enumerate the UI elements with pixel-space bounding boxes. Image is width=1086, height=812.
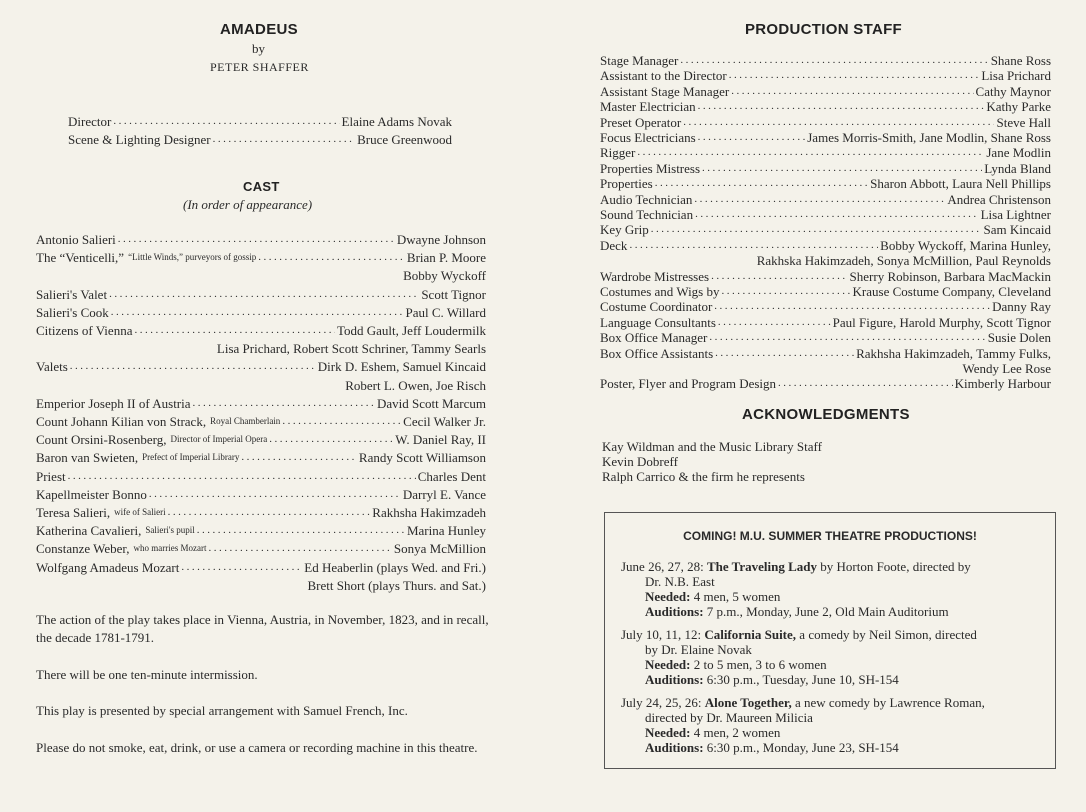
- person-name-continued: Wendy Lee Rose: [962, 361, 1051, 376]
- person-name: Brian P. Moore: [406, 250, 486, 266]
- person-name-continued: Lisa Prichard, Robert Scott Schriner, Tammy Searls: [216, 341, 486, 357]
- role-label: Assistant Stage Manager: [600, 83, 730, 99]
- leader-dots: [168, 505, 371, 520]
- role-label: Audio Technician: [600, 191, 693, 207]
- cast-entry: [36, 432, 486, 447]
- role-label: Deck: [600, 237, 628, 253]
- person-name: Cathy Maynor: [975, 83, 1051, 99]
- staff-entry: [600, 330, 1051, 345]
- role-label: Emperior Joseph II of Austria: [36, 395, 191, 411]
- leader-dots: [181, 560, 302, 575]
- leader-dots: [698, 99, 985, 114]
- leader-dots: [715, 346, 854, 361]
- staff-entry: [600, 284, 1051, 299]
- leader-dots: [109, 287, 419, 302]
- person-name: Darryl E. Vance: [402, 486, 486, 502]
- person-name: David Scott Marcum: [376, 395, 486, 411]
- role-label: Katherina Cavalieri,: [36, 523, 142, 539]
- leader-dots: [68, 469, 416, 484]
- person-name: Rakhsha Hakimzadeh: [372, 505, 486, 520]
- role-note: Royal Chamberlain: [210, 416, 281, 426]
- leader-dots: [258, 250, 405, 265]
- person-name: Lisa Prichard: [981, 68, 1051, 84]
- play-title: AMADEUS: [220, 21, 298, 38]
- leader-dots: [651, 222, 982, 237]
- leader-dots: [680, 53, 988, 68]
- leader-dots: [714, 299, 990, 314]
- person-name: Charles Dent: [417, 468, 486, 484]
- leader-dots: [70, 359, 316, 374]
- role-label: Citizens of Vienna: [36, 323, 133, 338]
- show-title: The Traveling Lady: [706, 559, 817, 574]
- person-name: Danny Ray: [992, 299, 1051, 315]
- cast-heading: CAST: [243, 179, 280, 194]
- staff-entry: [600, 84, 1051, 99]
- staff-entry: [600, 161, 1051, 176]
- role-label: Salieri's Cook: [36, 304, 109, 320]
- role-label: Preset Operator: [600, 114, 682, 130]
- role-label: Wardrobe Mistresses: [600, 268, 710, 284]
- person-name: Krause Costume Company, Cleveland: [852, 284, 1051, 299]
- person-name: Ed Heaberlin (plays Wed. and Fri.): [304, 559, 486, 575]
- leader-dots: [729, 68, 980, 83]
- leader-dots: [134, 323, 334, 338]
- role-label: Salieri's Valet: [36, 286, 108, 302]
- person-name: Sherry Robinson, Barbara MacMackin: [849, 268, 1051, 284]
- person-name: Bobby Wyckoff, Marina Hunley,: [880, 237, 1051, 253]
- person-name: Sam Kincaid: [983, 222, 1051, 238]
- leader-dots: [655, 176, 868, 191]
- leader-dots: [711, 269, 847, 284]
- cast-entry: [36, 505, 486, 520]
- cast-entry: [36, 250, 486, 265]
- staff-entry: [600, 299, 1051, 314]
- cast-subheading: (In order of appearance): [183, 197, 313, 212]
- person-name: W. Daniel Ray, II: [395, 432, 486, 448]
- cast-entry: [36, 560, 486, 575]
- leader-dots: [241, 450, 357, 465]
- person-name: Scott Tignor: [421, 286, 486, 302]
- cast-entry: [36, 323, 486, 338]
- intermission-note: There will be one ten-minute intermission.: [36, 667, 258, 682]
- right-page: [543, 0, 1086, 812]
- leader-dots: [722, 284, 851, 299]
- ack-item: Kevin Dobreff: [602, 454, 678, 469]
- role-label: Properties: [600, 176, 653, 192]
- leader-dots: [694, 192, 945, 207]
- leader-dots: [778, 376, 953, 391]
- role-label: Kapellmeister Bonno: [36, 486, 147, 502]
- leader-dots: [709, 330, 985, 345]
- cast-entry: [36, 232, 486, 247]
- staff-entry: [600, 145, 1051, 160]
- leader-dots: [629, 238, 878, 253]
- staff-entry: [600, 176, 1051, 191]
- role-label: Sound Technician: [600, 207, 694, 222]
- by-line: by: [252, 41, 265, 56]
- cast-entry: [36, 487, 486, 502]
- role-label: Stage Manager: [600, 53, 679, 68]
- cast-entry: [36, 359, 486, 374]
- cast-entry: [36, 287, 486, 302]
- leader-dots: [149, 487, 401, 502]
- leader-dots: [282, 414, 401, 429]
- credit-designer: Scene & Lighting Designer ..... Bruce Greenwood: [68, 132, 452, 147]
- person-name: Sharon Abbott, Laura Nell Phillips: [870, 176, 1051, 192]
- ack-item: Ralph Carrico & the firm he represents: [602, 469, 805, 484]
- cast-entry: [36, 396, 486, 411]
- person-name-continued: Bobby Wyckoff: [403, 268, 486, 284]
- leader-dots: [718, 315, 831, 330]
- leader-dots: [637, 145, 984, 160]
- credit-director: Director ..... Elaine Adams Novak: [68, 114, 452, 129]
- person-name: Cecil Walker Jr.: [403, 414, 486, 429]
- role-label: Assistant to the Director: [600, 68, 727, 84]
- production-1: June 26, 27, 28: The Traveling Lady by Horton Foote, directed by Dr. N.B. East Needed: 4 men, 5 women Auditions: 7 p.m., Monday, June 2, Old Main Auditorium: [621, 559, 971, 619]
- person-name: Kimberly Harbour: [954, 376, 1051, 392]
- role-note: Salieri's pupil: [145, 525, 195, 536]
- author-name: PETER SHAFFER: [210, 60, 309, 74]
- staff-entry: [600, 346, 1051, 361]
- staff-entry: [600, 68, 1051, 83]
- person-name: Dirk D. Eshem, Samuel Kincaid: [317, 359, 486, 375]
- role-label: Poster, Flyer and Program Design: [600, 376, 777, 392]
- staff-entry: [600, 192, 1051, 207]
- ack-heading: ACKNOWLEDGMENTS: [742, 406, 910, 423]
- person-name: Susie Dolen: [987, 330, 1051, 346]
- staff-entry: [600, 238, 1051, 253]
- person-name: Kathy Parke: [986, 99, 1051, 115]
- person-name: James Morris-Smith, Jane Modlin, Shane Ross: [807, 130, 1051, 145]
- person-name: Randy Scott Williamson: [358, 450, 486, 466]
- person-name-continued: Brett Short (plays Thurs. and Sat.): [307, 577, 486, 593]
- coming-title: COMING! M.U. SUMMER THEATRE PRODUCTIONS!: [683, 529, 977, 543]
- cast-entry: [36, 305, 486, 320]
- cast-entry: [36, 523, 486, 538]
- role-label: Wolfgang Amadeus Mozart: [36, 559, 180, 575]
- leader-dots: [702, 161, 982, 176]
- cast-entry: [36, 414, 486, 429]
- show-title: Alone Together,: [704, 695, 792, 710]
- setting-note: The action of the play takes place in Vienna, Austria, in November, 1823, and in recall, the decade 1781-1791.: [36, 612, 489, 645]
- person-name: Lynda Bland: [984, 160, 1051, 176]
- person-name: Paul C. Willard: [405, 304, 486, 320]
- staff-entry: [600, 222, 1051, 237]
- policy-note: Please do not smoke, eat, drink, or use a camera or recording machine in this theatre.: [36, 740, 478, 755]
- role-note: who marries Mozart: [133, 543, 207, 554]
- leader-dots: [731, 84, 973, 99]
- role-label: Language Consultants: [600, 314, 716, 330]
- role-label: Priest: [36, 468, 66, 484]
- person-name: Shane Ross: [990, 53, 1051, 68]
- leader-dots: [118, 232, 395, 247]
- role-label: Master Electrician: [600, 99, 696, 115]
- person-name: Lisa Lightner: [980, 207, 1051, 222]
- role-label: Count Johann Kilian von Strack,: [36, 414, 207, 429]
- role-label: Rigger: [600, 145, 636, 161]
- person-name: Sonya McMillion: [393, 541, 486, 557]
- arrangement-note: This play is presented by special arrangement with Samuel French, Inc.: [36, 703, 408, 718]
- person-name: Steve Hall: [996, 114, 1051, 130]
- staff-entry: [600, 115, 1051, 130]
- cast-entry: [36, 469, 486, 484]
- role-label: Box Office Assistants: [600, 345, 714, 361]
- leader-dots: [193, 396, 375, 411]
- ack-item: Kay Wildman and the Music Library Staff: [602, 439, 822, 454]
- staff-entry: [600, 315, 1051, 330]
- person-name: Paul Figure, Harold Murphy, Scott Tignor: [832, 314, 1051, 330]
- role-label: Properties Mistress: [600, 160, 701, 176]
- cast-entry: [36, 541, 486, 556]
- person-name: Marina Hunley: [406, 523, 486, 539]
- leader-dots: [111, 305, 404, 320]
- role-note: Prefect of Imperial Library: [142, 452, 240, 463]
- role-label: Constanze Weber,: [36, 541, 130, 557]
- person-name: Dwayne Johnson: [396, 232, 486, 247]
- coming-productions-box: [604, 512, 1056, 769]
- role-label: Count Orsini-Rosenberg,: [36, 432, 167, 448]
- role-label: Teresa Salieri,: [36, 505, 111, 520]
- role-label: Baron van Swieten,: [36, 450, 139, 466]
- leader-dots: [683, 115, 994, 130]
- role-note: Director of Imperial Opera: [170, 434, 268, 445]
- leader-dots: [208, 541, 391, 556]
- leader-dots: [269, 432, 393, 447]
- person-name: Andrea Christenson: [947, 191, 1051, 207]
- role-label: Box Office Manager: [600, 330, 708, 346]
- show-title: California Suite,: [704, 627, 797, 642]
- staff-entry: [600, 130, 1051, 145]
- staff-entry: [600, 376, 1051, 391]
- leader-dots: [197, 523, 405, 538]
- role-label: Valets: [36, 359, 68, 375]
- production-2: July 10, 11, 12: California Suite, a comedy by Neil Simon, directed by Dr. Elaine Novak Needed: 2 to 5 men, 3 to 6 women Auditions: 6:30 p.m., Tuesday, June 10, SH-154: [621, 627, 977, 687]
- person-name: Jane Modlin: [986, 145, 1051, 161]
- leader-dots: [698, 130, 806, 145]
- cast-entry: [36, 450, 486, 465]
- role-label: Key Grip: [600, 222, 649, 238]
- person-name: Todd Gault, Jeff Loudermilk: [336, 323, 486, 338]
- staff-entry: [600, 99, 1051, 114]
- production-3: July 24, 25, 26: Alone Together, a new comedy by Lawrence Roman, directed by Dr. Maureen Milicia Needed: 4 men, 2 women Auditions: 6:30 p.m., Monday, June 23, SH-154: [621, 695, 985, 755]
- leader-dots: [695, 207, 979, 222]
- role-note: “Little Winds,” purveyors of gossip: [128, 252, 257, 263]
- staff-entry: [600, 53, 1051, 68]
- role-note: wife of Salieri: [114, 507, 166, 517]
- role-label: Antonio Salieri: [36, 232, 116, 247]
- person-name-continued: Rakhska Hakimzadeh, Sonya McMillion, Paul Reynolds: [756, 253, 1051, 269]
- left-page: [0, 0, 520, 812]
- role-label: Focus Electricians: [600, 130, 696, 145]
- staff-entry: [600, 207, 1051, 222]
- role-label: Costume Coordinator: [600, 299, 713, 315]
- person-name: Rakhsha Hakimzadeh, Tammy Fulks,: [856, 345, 1051, 361]
- person-name-continued: Robert L. Owen, Joe Risch: [345, 377, 486, 393]
- staff-heading: PRODUCTION STAFF: [745, 21, 903, 38]
- role-label: Costumes and Wigs by: [600, 284, 720, 299]
- role-label: The “Venticelli,”: [36, 250, 125, 266]
- staff-entry: [600, 269, 1051, 284]
